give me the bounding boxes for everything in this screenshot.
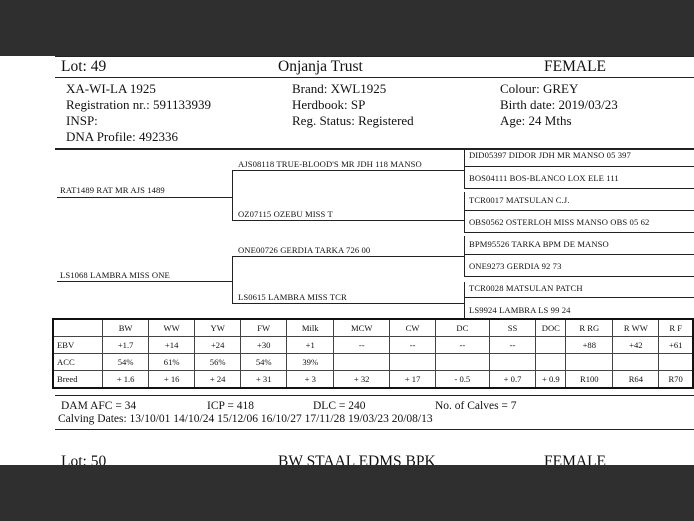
- pedigree-gen3-7: TCR0028 MATSULAN PATCH: [469, 283, 583, 293]
- next-lot-number: Lot: 50: [61, 453, 107, 465]
- ebv-header-cell: CW: [390, 319, 436, 337]
- catalogue-page: [0, 56, 694, 465]
- icp: ICP = 418: [207, 400, 254, 412]
- ebv-header-cell: R F: [659, 319, 693, 337]
- ebv-cell: --: [390, 337, 436, 354]
- pedigree-dam-dam: LS0615 LAMBRA MISS TCR: [238, 292, 347, 302]
- breed-cell: + 0.7: [489, 371, 536, 389]
- acc-cell: 54%: [241, 354, 287, 371]
- pedigree-sire: RAT1489 RAT MR AJS 1489: [60, 185, 165, 195]
- pedigree-gen3-8: LS9924 LAMBRA LS 99 24: [469, 305, 571, 315]
- ebv-header-cell: YW: [195, 319, 241, 337]
- pedigree-gen3-3: TCR0017 MATSULAN C.J.: [469, 195, 570, 205]
- dlc: DLC = 240: [313, 400, 366, 412]
- ebv-header-row: [53, 319, 693, 337]
- pedigree-gen3-1: DID05397 DIDOR JDH MR MANSO 05 397: [469, 150, 631, 160]
- pedigree-dam: LS1068 LAMBRA MISS ONE: [60, 270, 170, 280]
- birth-date: Birth date: 2019/03/23: [500, 97, 618, 112]
- top-rule: [55, 56, 694, 57]
- ebv-header-cell: Milk: [287, 319, 334, 337]
- ebv-header-cell: BW: [103, 319, 149, 337]
- animal-id: XA-WI-LA 1925: [66, 81, 156, 96]
- acc-cell: [566, 354, 613, 371]
- acc-cell: [390, 354, 436, 371]
- ebv-header-cell: R WW: [613, 319, 659, 337]
- age: Age: 24 Mths: [500, 113, 572, 128]
- breed-cell: R64: [613, 371, 659, 389]
- ebv-cell: --: [489, 337, 536, 354]
- herdbook: Herdbook: SP: [292, 97, 366, 112]
- ebv-cell: +42: [613, 337, 659, 354]
- ebv-header-cell: [53, 319, 103, 337]
- footer-rule: [55, 395, 694, 396]
- next-animal-sex: FEMALE: [544, 453, 606, 465]
- pedigree-gen3-2: BOS04111 BOS-BLANCO LOX ELE 111: [469, 173, 619, 183]
- pedigree-gen3-4: OBS0562 OSTERLOH MISS MANSO OBS 05 62: [469, 217, 650, 227]
- dna-profile: DNA Profile: 492336: [66, 129, 178, 144]
- ebv-header-cell: R RG: [566, 319, 613, 337]
- ebv-header-cell: FW: [241, 319, 287, 337]
- acc-cell: 61%: [149, 354, 195, 371]
- ebv-cell: +1: [287, 337, 334, 354]
- owner-name: Onjanja Trust: [278, 58, 363, 75]
- insp-field: INSP:: [66, 113, 98, 128]
- ebv-table: [52, 318, 694, 389]
- breed-cell: + 24: [195, 371, 241, 389]
- acc-row-label: ACC: [53, 354, 103, 371]
- ebv-row: [53, 337, 693, 354]
- ebv-cell: +24: [195, 337, 241, 354]
- lot-number: Lot: 49: [61, 58, 107, 75]
- acc-cell: 56%: [195, 354, 241, 371]
- breed-cell: - 0.5: [436, 371, 490, 389]
- ebv-cell: [536, 337, 566, 354]
- next-owner-name: BW STAAL EDMS BPK: [278, 453, 436, 465]
- ebv-header-cell: DC: [436, 319, 490, 337]
- ebv-header-cell: MCW: [334, 319, 390, 337]
- acc-cell: [659, 354, 693, 371]
- breed-cell: + 0.9: [536, 371, 566, 389]
- ebv-row-label: EBV: [53, 337, 103, 354]
- acc-cell: 39%: [287, 354, 334, 371]
- ebv-header-cell: DOC: [536, 319, 566, 337]
- breed-cell: + 16: [149, 371, 195, 389]
- breed-cell: + 3: [287, 371, 334, 389]
- animal-sex: FEMALE: [544, 58, 606, 75]
- pedigree-sire-dam: OZ07115 OZEBU MISS T: [238, 209, 333, 219]
- pedigree-gen3-6: ONE9273 GERDIA 92 73: [469, 261, 562, 271]
- colour: Colour: GREY: [500, 81, 579, 96]
- breed-cell: + 32: [334, 371, 390, 389]
- breed-row-label: Breed: [53, 371, 103, 389]
- acc-cell: [334, 354, 390, 371]
- acc-cell: [436, 354, 490, 371]
- top-letterbox: [0, 0, 694, 56]
- breed-cell: R100: [566, 371, 613, 389]
- brand: Brand: XWL1925: [292, 81, 387, 96]
- registration-status: Reg. Status: Registered: [292, 113, 414, 128]
- ebv-cell: +1.7: [103, 337, 149, 354]
- ebv-cell: --: [334, 337, 390, 354]
- breed-cell: + 31: [241, 371, 287, 389]
- acc-cell: [489, 354, 536, 371]
- header-rule: [55, 77, 694, 78]
- ebv-header-cell: WW: [149, 319, 195, 337]
- pedigree-gen3-5: BPM95526 TARKA BPM DE MANSO: [469, 239, 609, 249]
- ebv-cell: --: [436, 337, 490, 354]
- acc-cell: 54%: [103, 354, 149, 371]
- ebv-cell: +14: [149, 337, 195, 354]
- number-of-calves: No. of Calves = 7: [435, 400, 517, 412]
- acc-row: [53, 354, 693, 371]
- breed-cell: + 1.6: [103, 371, 149, 389]
- acc-cell: [613, 354, 659, 371]
- footer-bottom-rule: [55, 429, 694, 430]
- ebv-cell: +30: [241, 337, 287, 354]
- breed-row: [53, 371, 693, 389]
- ebv-header-cell: SS: [489, 319, 536, 337]
- ebv-cell: +61: [659, 337, 693, 354]
- pedigree-dam-sire: ONE00726 GERDIA TARKA 726 00: [238, 245, 371, 255]
- breed-cell: R70: [659, 371, 693, 389]
- ebv-cell: +88: [566, 337, 613, 354]
- dam-afc: DAM AFC = 34: [61, 400, 137, 412]
- bottom-letterbox: [0, 465, 694, 521]
- registration-number: Registration nr.: 591133939: [66, 97, 212, 112]
- pedigree-sire-sire: AJS08118 TRUE-BLOOD'S MR JDH 118 MANSO: [238, 159, 422, 169]
- acc-cell: [536, 354, 566, 371]
- calving-dates: Calving Dates: 13/10/01 14/10/24 15/12/06 16/10/27 17/11/28 19/03/23 20/08/13: [58, 413, 433, 425]
- breed-cell: + 17: [390, 371, 436, 389]
